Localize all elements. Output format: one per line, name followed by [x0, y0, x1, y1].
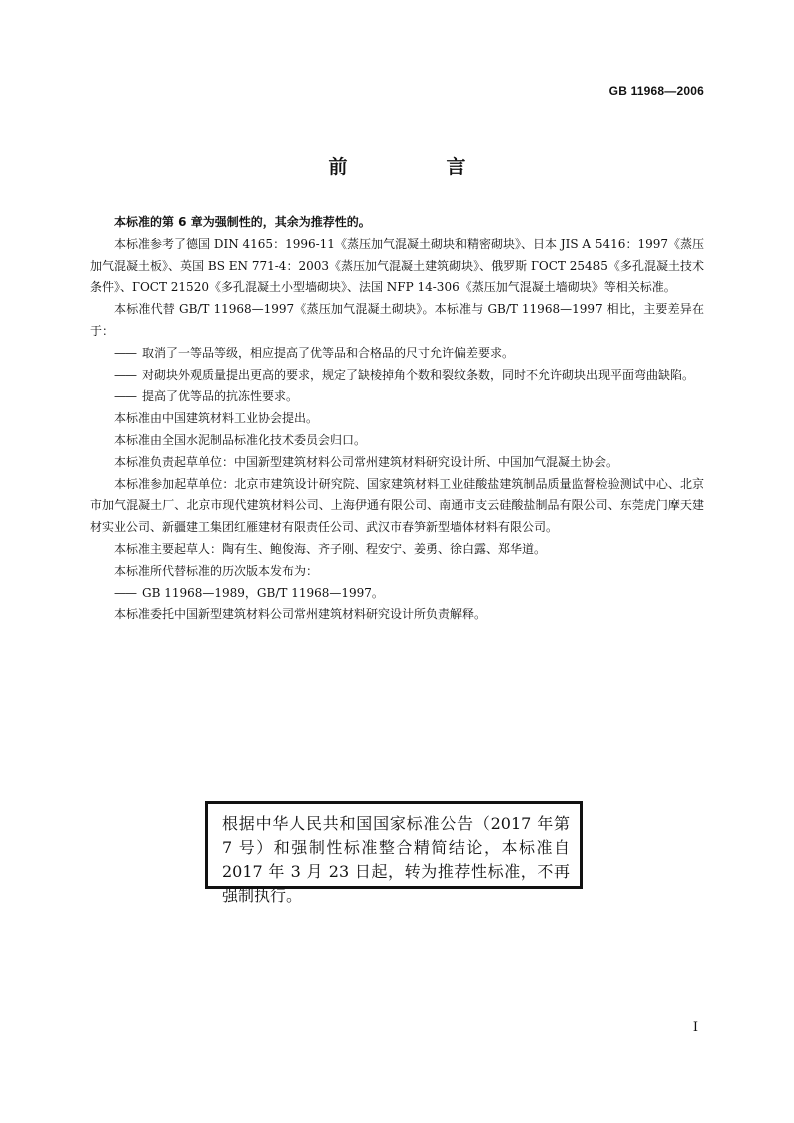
dash-marker: ——: [114, 389, 136, 404]
participating-drafters-paragraph: 本标准参加起草单位：北京市建筑设计研究院、国家建筑材料工业硅酸盐建筑制品质量监督检验测试中心、北京市加气混凝土厂、北京市现代建筑材料公司、上海伊通有限公司、南通市支云硅酸盐制品有限公司、东莞虎门摩天建材实业公司、新疆建工集团红雁建材有限责任公司、武汉市春笋新型墙体材料有限公司。: [90, 476, 704, 535]
dash-marker: ——: [114, 345, 136, 360]
replacement-paragraph: 本标准代替 GB/T 11968—1997《蒸压加气混凝土砌块》。本标准与 GB/T 11968—1997 相比，主要差异在于：: [90, 302, 704, 338]
difference-text: 取消了一等品等级，相应提高了优等品和合格品的尺寸允许偏差要求。: [142, 345, 515, 360]
foreword-body: [90, 212, 704, 626]
page-number: I: [692, 1020, 698, 1035]
previous-editions-text: GB 11968—1989，GB/T 11968—1997。: [142, 585, 384, 600]
reference-paragraph: 本标准参考了德国 DIN 4165：1996-11《蒸压加气混凝土砌块和精密砌块》、日本 JIS A 5416：1997《蒸压加气混凝土板》、英国 BS EN 771-4：2003《蒸压加气混凝土建筑砌块》、俄罗斯 ГОСТ 25485《多孔混凝土技术条件》、ГОСТ 21520《多孔混凝土小型墙砌块》、法国 NFP 14-306《蒸压加气混凝土墙砌块》等相关标准。: [90, 236, 704, 295]
proposer-paragraph: 本标准由中国建筑材料工业协会提出。: [114, 411, 319, 426]
dash-marker: ——: [114, 585, 136, 600]
notice-box: 根据中华人民共和国国家标准公告（2017 年第 7 号）和强制性标准整合精简结论，本标准自 2017 年 3 月 23 日起，转为推荐性标准，不再强制执行。: [205, 801, 583, 889]
committee-paragraph: 本标准由全国水泥制品标准化技术委员会归口。: [114, 432, 367, 447]
mandatory-note: 本标准的第 6 章为强制性的，其余为推荐性的。: [114, 215, 371, 229]
difference-item: [90, 343, 704, 365]
difference-text: 提高了优等品的抗冻性要求。: [142, 389, 299, 404]
difference-item: [90, 365, 704, 387]
main-drafters-paragraph: 本标准主要起草人：陶有生、鲍俊海、齐子刚、程安宁、姜勇、徐白露、郑华道。: [114, 541, 547, 556]
lead-drafter-paragraph: 本标准负责起草单位：中国新型建筑材料公司常州建筑材料研究设计所、中国加气混凝土协会。: [114, 454, 619, 469]
previous-editions-item: [90, 583, 704, 605]
page-title: 前 言: [328, 156, 506, 178]
difference-item: [90, 386, 704, 408]
dash-marker: ——: [114, 367, 136, 382]
difference-text: 对砌块外观质量提出更高的要求，规定了缺棱掉角个数和裂纹条数，同时不允许砌块出现平面弯曲缺陷。: [142, 367, 695, 382]
interpretation-paragraph: 本标准委托中国新型建筑材料公司常州建筑材料研究设计所负责解释。: [114, 607, 487, 622]
standard-code: GB 11968—2006: [608, 84, 704, 98]
previous-editions-paragraph: 本标准所代替标准的历次版本发布为：: [114, 563, 319, 578]
